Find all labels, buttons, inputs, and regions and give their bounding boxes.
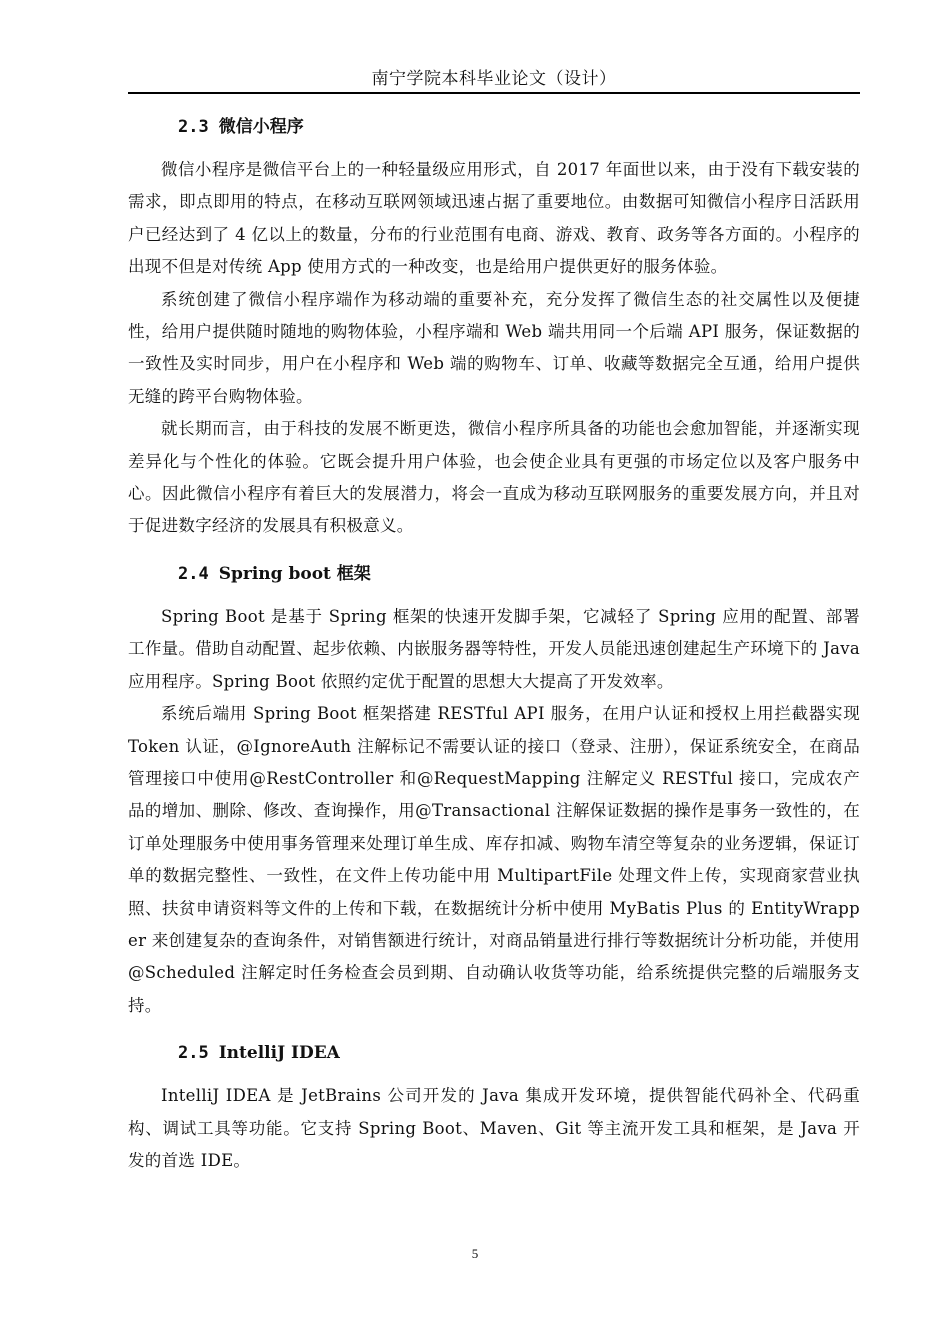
section-2-3 [128, 114, 860, 543]
paragraph: 微信小程序是微信平台上的一种轻量级应用形式，自 2017 年面世以来，由于没有下载安装的需求，即点即用的特点，在移动互联网领域迅速占据了重要地位。由数据可知微信小程序日活跃用户已经达到了 4 亿以上的数量，分布的行业范围有电商、游戏、教育、政务等各方面的。小程序的出现不但是对传统 App 使用方式的一种改变，也是给用户提供更好的服务体验。 [128, 160, 860, 277]
document-body [128, 114, 860, 1195]
section-number: 2.5 [178, 1043, 209, 1064]
section-title: Spring boot 框架 [218, 563, 371, 584]
section-number: 2.4 [178, 563, 209, 584]
section-2-4 [128, 561, 860, 1022]
section-heading [128, 114, 860, 140]
page-header: 南宁学院本科毕业论文（设计） [371, 69, 617, 89]
section-heading [128, 561, 860, 587]
section-number: 2.3 [178, 117, 209, 137]
paragraph: IntelliJ IDEA 是 JetBrains 公司开发的 Java 集成开发环境，提供智能代码补全、代码重构、调试工具等功能。它支持 Spring Boot、Maven、Git 等主流开发工具和框架，是 Java 开发的首选 IDE。 [128, 1086, 860, 1170]
section-title: IntelliJ IDEA [218, 1043, 340, 1064]
paragraph: 就长期而言，由于科技的发展不断更迭，微信小程序所具备的功能也会愈加智能，并逐渐实现差异化与个性化的体验。它既会提升用户体验，也会使企业具有更强的市场定位以及客户服务中心。因此微信小程序有着巨大的发展潜力，将会一直成为移动互联网服务的重要发展方向，并且对于促进数字经济的发展具有积极意义。 [128, 419, 860, 536]
section-2-5 [128, 1040, 860, 1177]
paragraph: Spring Boot 是基于 Spring 框架的快速开发脚手架，它减轻了 Spring 应用的配置、部署工作量。借助自动配置、起步依赖、内嵌服务器等特性，开发人员能迅速创建起生产环境下的 Java 应用程序。Spring Boot 依照约定优于配置的思想大大提高了开发效率。 [128, 606, 860, 691]
section-heading [128, 1040, 860, 1066]
paragraph: 系统后端用 Spring Boot 框架搭建 RESTful API 服务，在用户认证和授权上用拦截器实现 Token 认证，@IgnoreAuth 注解标记不需要认证的接口（登录、注册），保证系统安全，在商品管理接口中使用@RestController 和@RequestMapping 注解定义 RESTful 接口，完成农产品的增加、删除、修改、查询操作，用@Transactional 注解保证数据的操作是事务一致性的，在订单处理服务中使用事务管理来处理订单生成、库存扣减、购物车清空等复杂的业务逻辑，保证订单的数据完整性、一致性，在文件上传功能中用 MultipartFile 处理文件上传，实现商家营业执照、扶贫申请资料等文件的上传和下载，在数据统计分析中使用 MyBatis Plus 的 EntityWrapper 来创建复杂的查询条件，对销售额进行统计，对商品销量进行排行等数据统计分析功能，并使用@Scheduled 注解定时任务检查会员到期、自动确认收货等功能，给系统提供完整的后端服务支持。 [128, 704, 860, 1015]
section-title: 微信小程序 [218, 117, 304, 137]
header-rule [128, 92, 860, 94]
paragraph: 系统创建了微信小程序端作为移动端的重要补充，充分发挥了微信生态的社交属性以及便捷性，给用户提供随时随地的购物体验，小程序端和 Web 端共用同一个后端 API 服务，保证数据的一致性及实时同步，用户在小程序和 Web 端的购物车、订单、收藏等数据完全互通，给用户提供无缝的跨平台购物体验。 [128, 289, 860, 406]
page-number: 5 [471, 1246, 479, 1261]
